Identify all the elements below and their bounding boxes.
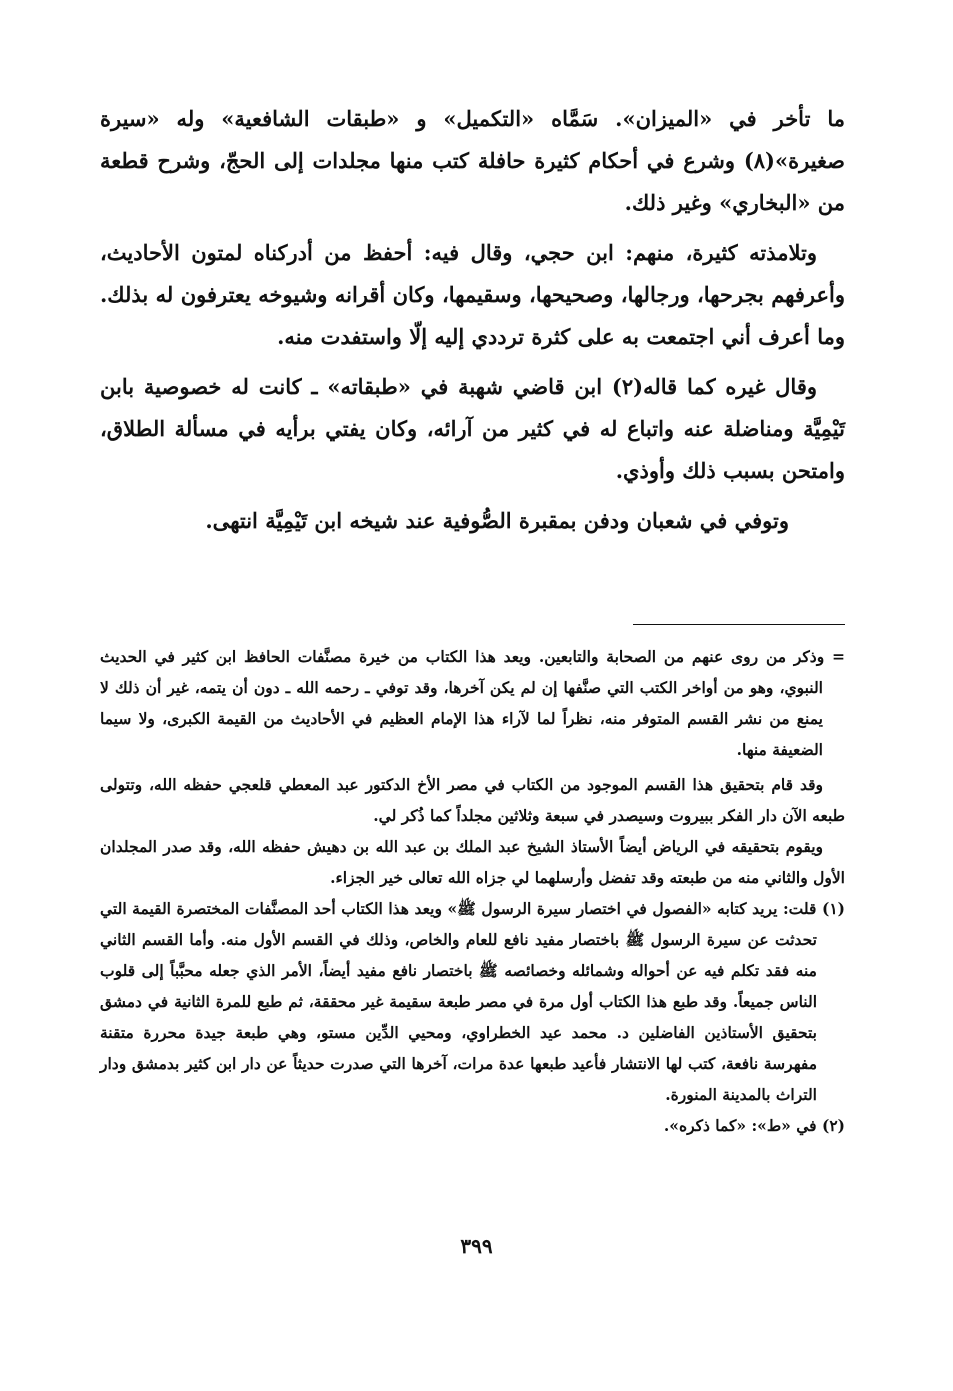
paragraph-2: وتلامذته كثيرة، منهم: ابن حجي، وقال فيه: أحفظ من أدركناه لمتون الأحاديث، وأعرفهم بجرحها، ورجالها، وصحيحها، وسقيمها، وكان أقرانه وشيوخه يعترفون له بذلك. وما أعرف أني اجتمعت به على كثرة ترددي إليه إلّا واستفدت منه. bbox=[100, 240, 845, 349]
footnote-separator bbox=[633, 624, 845, 625]
footnote-continuation: = وذكر من روى عنهم من الصحابة والتابعين. ويعد هذا الكتاب من خيرة مصنَّفات الحافظ ابن كثير في الحديث النبوي، وهو من أواخر الكتب التي صنَّفها إن لم يكن آخرها، وقد توفي ـ رحمه الله ـ دون أن يتمه، غير أن ذلك لا يمنع من نشر القسم المتوفر منه، نظراً لما لآراء هذا الإمام العظيم في الأحاديث من القيمة الكبرى، ولا سيما الضعيفة منها. bbox=[100, 647, 845, 759]
paragraph-1: ما تأخر في «الميزان». سَمَّاه «التكميل» و «طبقات الشافعية» وله «سيرة صغيرة»(٨) وشرع في أحكام كثيرة حافلة كتب منها مجلدات إلى الحجّ، وشرح قطعة من «البخاري» وغير ذلك. bbox=[100, 106, 845, 215]
paragraph-4: وتوفي في شعبان ودفن بمقبرة الصُّوفية عند شيخه ابن تَيْمِيَّة انتهى. bbox=[205, 508, 789, 533]
footnote-2: (٢) في «ط»: «كما ذكره». bbox=[663, 1116, 845, 1135]
footnote-paragraph-2: وقد قام بتحقيق هذا القسم الموجود من الكتاب في مصر الأخ الدكتور عبد المعطي قلعجي حفظه الله، وتتولى طبعه الآن دار الفكر ببيروت وسيصدر في سبعة وثلاثين مجلداً كما ذُكر لي. bbox=[100, 775, 845, 825]
main-text-block bbox=[100, 98, 845, 550]
paragraph-3: وقال غيره كما قاله(٢) ابن قاضي شهبة في «طبقاته» ـ كانت له خصوصية بابن تَيْمِيَّة ومناضلة عنه واتباع له في كثير من آرائه، وكان يفتي برأيه في مسألة الطلاق، وامتحن بسبب ذلك وأوذي. bbox=[100, 374, 845, 483]
footnote-1: (١) قلت: يريد كتابه «الفصول في اختصار سيرة الرسول ﷺ» ويعد هذا الكتاب أحد المصنَّفات المختصرة القيمة التي تحدثت عن سيرة الرسول ﷺ باختصار مفيد نافع للعام والخاص، وذلك في القسم الأول منه. وأما القسم الثاني منه فقد تكلم فيه عن أحواله وشمائله وخصائصه ﷺ باختصار نافع مفيد أيضاً، الأمر الذي جعله محبَّباً إلى قلوب الناس جميعاً. وقد طبع هذا الكتاب أول مرة في مصر طبعة سقيمة غير محققة، ثم طبع للمرة الثانية في دمشق بتحقيق الأستاذين الفاضلين د. محمد عيد الخطراوي، ومحيي الدِّين مستو، وهي طبعة جيدة محررة متقنة مفهرسة نافعة، كتب لها الانتشار فأعيد طبعها عدة مرات، آخرها التي صدرت حديثاً عن دار ابن كثير بدمشق ودار التراث بالمدينة المنورة. bbox=[100, 899, 845, 1104]
footnotes-block bbox=[100, 641, 845, 1141]
page-number: ٣٩٩ bbox=[460, 1234, 493, 1258]
footnote-paragraph-3: ويقوم بتحقيقه في الرياض أيضاً الأستاذ الشيخ عبد الملك بن عبد الله بن دهيش حفظه الله، وقد صدر المجلدان الأول والثاني منه من طبعته وقد تفضل وأرسلهما لي جزاه الله تعالى خير الجزاء. bbox=[100, 837, 845, 887]
